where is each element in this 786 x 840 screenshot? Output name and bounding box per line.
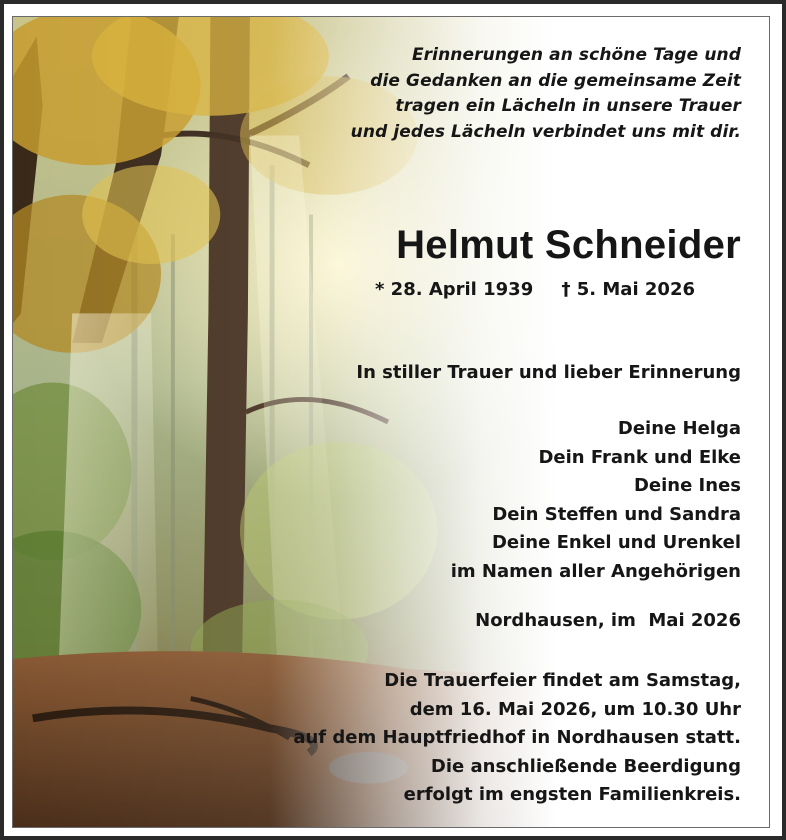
- funeral-line: dem 16. Mai 2026, um 10.30 Uhr: [409, 698, 741, 720]
- funeral-line: Die Trauerfeier findet am Samstag,: [384, 670, 741, 691]
- life-dates: [375, 279, 695, 300]
- mourning-line: In stiller Trauer und lieber Erinnerung: [356, 362, 741, 383]
- mourner-line: Dein Frank und Elke: [538, 446, 741, 468]
- mourners-list: [181, 415, 741, 586]
- birth-date: * 28. April 1939: [374, 279, 534, 300]
- funeral-line: erfolgt im engsten Familienkreis.: [403, 784, 741, 805]
- death-date: † 5. Mai 2026: [561, 279, 695, 300]
- mourner-line: Deine Enkel und Urenkel: [491, 532, 741, 553]
- mourner-line: Deine Ines: [633, 475, 741, 496]
- poem-line: Erinnerungen an schöne Tage und: [411, 45, 741, 65]
- mourner-line: Dein Steffen und Sandra: [492, 503, 741, 525]
- deceased-name: Helmut Schneider: [396, 223, 741, 267]
- memorial-poem: [181, 43, 741, 145]
- place-date-block: [181, 607, 741, 636]
- mourning-line-block: [181, 359, 741, 388]
- poem-line: tragen ein Lächeln in unsere Trauer: [395, 96, 741, 116]
- poem-line: und jedes Lächeln verbindet uns mit dir.: [350, 121, 741, 142]
- funeral-line: Die anschließende Beerdigung: [430, 755, 741, 777]
- funeral-details: [181, 667, 741, 810]
- mourner-line: Deine Helga: [617, 418, 741, 439]
- poem-line: die Gedanken an die gemeinsame Zeit: [370, 70, 741, 91]
- place-date: Nordhausen, im Mai 2026: [475, 610, 741, 631]
- funeral-line: auf dem Hauptfriedhof in Nordhausen statt.: [293, 727, 741, 748]
- inner-frame: [12, 16, 770, 828]
- mourner-line: im Namen aller Angehörigen: [450, 560, 741, 582]
